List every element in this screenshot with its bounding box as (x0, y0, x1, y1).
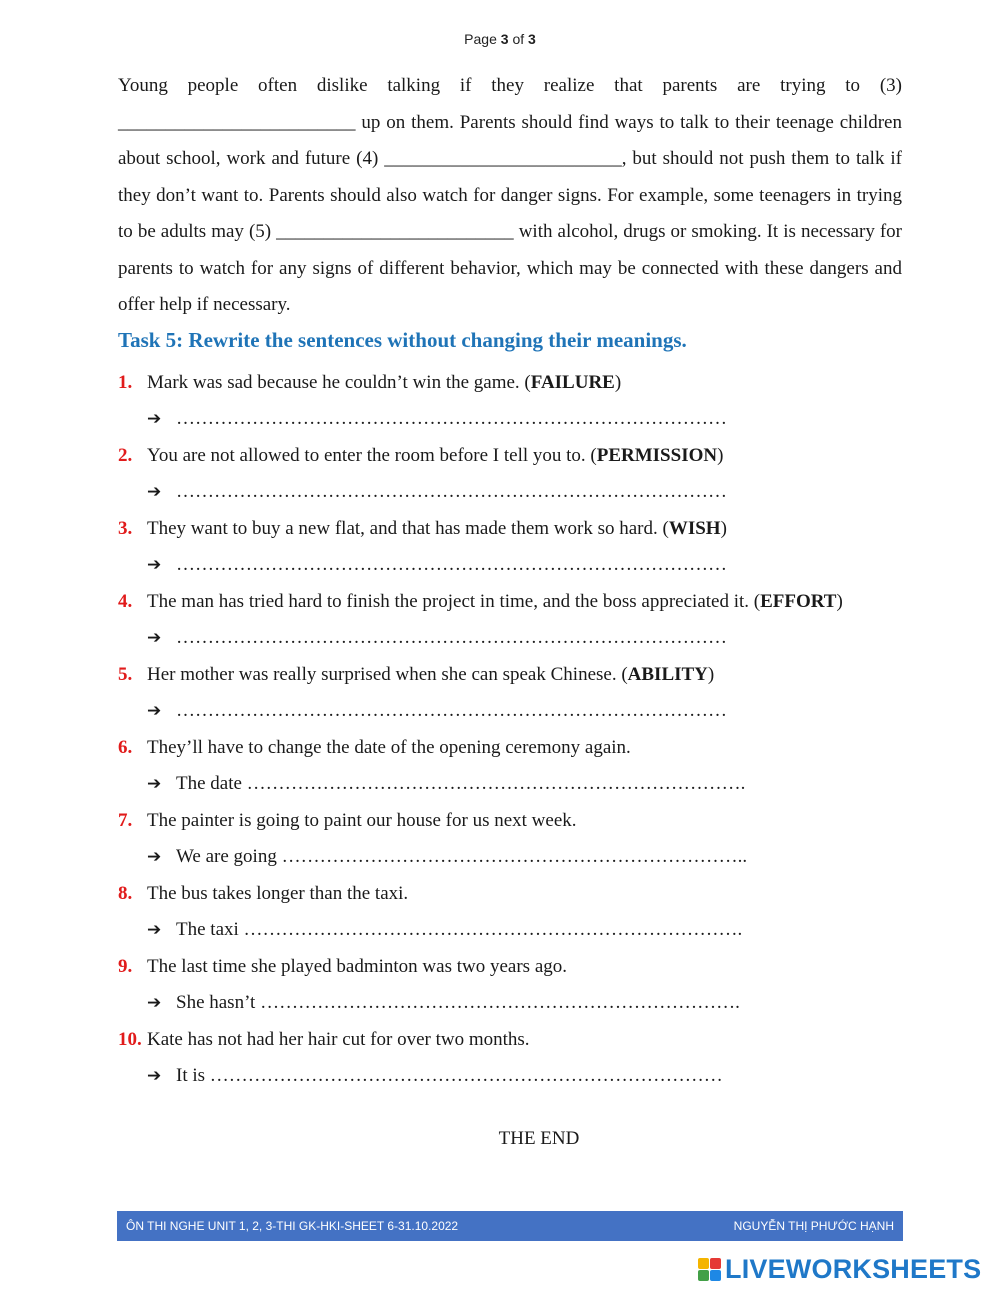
arrow-icon: ➔ (147, 993, 162, 1013)
question (118, 876, 408, 912)
answer-blank[interactable]: The date ……………………………………………………………………. (176, 773, 746, 794)
logo-square (710, 1258, 721, 1269)
question-number: 8. (118, 883, 133, 904)
arrow-icon: ➔ (147, 847, 162, 867)
passage-text: , but should not push them to talk if they don’t want to. Parents should also watch for danger signs. For example, some teenagers in trying to be adults may (5) (118, 148, 902, 242)
question-text: They’ll have to change the date of the opening ceremony again. (147, 737, 631, 758)
question-close: ) (717, 445, 724, 466)
task-item (118, 438, 918, 511)
question-number: 7. (118, 810, 133, 831)
question-text: You are not allowed to enter the room before I tell you to. ( (147, 445, 597, 466)
arrow-icon: ➔ (147, 920, 162, 940)
task-item (118, 584, 918, 657)
question (118, 657, 714, 693)
answer-line[interactable] (147, 766, 745, 802)
page-number: Page 3 of 3 (464, 31, 536, 47)
task-item (118, 657, 918, 730)
question (118, 803, 577, 839)
answer-line[interactable] (147, 620, 727, 656)
question-number: 1. (118, 372, 133, 393)
task-item (118, 365, 918, 438)
question (118, 730, 631, 766)
answer-line[interactable] (147, 401, 727, 437)
keyword: FAILURE (530, 372, 615, 393)
answer-line[interactable] (147, 547, 727, 583)
task-item (118, 730, 918, 803)
task-item (118, 1022, 918, 1095)
liveworksheets-logo[interactable] (698, 1253, 981, 1285)
answer-blank[interactable]: …………………………………………………………………………… (176, 481, 727, 502)
answer-blank[interactable]: …………………………………………………………………………… (176, 627, 727, 648)
task-item (118, 511, 918, 584)
logo-square (698, 1258, 709, 1269)
question (118, 949, 567, 985)
blank-3[interactable]: _________________________ (118, 111, 356, 133)
arrow-icon: ➔ (147, 409, 162, 429)
question-number: 4. (118, 591, 133, 612)
question-close: ) (836, 591, 843, 612)
answer-blank[interactable]: …………………………………………………………………………… (176, 554, 727, 575)
keyword: WISH (668, 518, 721, 539)
arrow-icon: ➔ (147, 1066, 162, 1086)
task-item (118, 949, 918, 1022)
answer-line[interactable] (147, 1058, 723, 1094)
logo-icon (698, 1258, 721, 1281)
task-item (118, 803, 918, 876)
answer-blank[interactable]: She hasn’t …………………………………………………………………. (176, 992, 740, 1013)
answer-blank[interactable]: We are going ……………………………………………………………….. (176, 846, 748, 867)
question-number: 10. (118, 1029, 142, 1050)
reading-passage (118, 68, 902, 324)
question (118, 438, 723, 474)
question (118, 511, 727, 547)
question-number: 9. (118, 956, 133, 977)
answer-blank[interactable]: …………………………………………………………………………… (176, 408, 727, 429)
answer-blank[interactable]: …………………………………………………………………………… (176, 700, 727, 721)
logo-square (710, 1270, 721, 1281)
question-text: The man has tried hard to finish the project in time, and the boss appreciated it. ( (147, 591, 761, 612)
passage-text: up on them. Parents should find ways to talk to their teenage children about school, work and future (4) (118, 111, 902, 169)
question-close: ) (614, 372, 622, 393)
question-text: Kate has not had her hair cut for over two months. (147, 1029, 530, 1050)
blank-5[interactable]: _________________________ (276, 221, 514, 242)
question-text: Mark was sad because he couldn’t win the game. ( (147, 372, 531, 393)
question-number: 6. (118, 737, 133, 758)
question-text: Her mother was really surprised when she can speak Chinese. ( (147, 664, 628, 685)
footer-left-text: ÔN THI NGHE UNIT 1, 2, 3-THI GK-HKI-SHEET 6-31.10.2022 (126, 1219, 459, 1233)
arrow-icon: ➔ (147, 555, 162, 575)
question-close: ) (707, 664, 715, 685)
answer-line[interactable] (147, 912, 742, 948)
answer-line[interactable] (147, 985, 740, 1021)
task-item (118, 876, 918, 949)
question-text: The bus takes longer than the taxi. (147, 883, 409, 904)
keyword: EFFORT (760, 591, 837, 612)
answer-blank[interactable]: The taxi ……………………………………………………………………. (176, 919, 743, 940)
question-text: The last time she played badminton was two years ago. (147, 956, 568, 977)
answer-blank[interactable]: It is ……………………………………………………………………… (176, 1065, 723, 1086)
keyword: PERMISSION (596, 445, 718, 466)
arrow-icon: ➔ (147, 774, 162, 794)
question-number: 3. (118, 518, 133, 539)
question (118, 365, 621, 401)
arrow-icon: ➔ (147, 628, 162, 648)
question (118, 584, 843, 620)
question-number: 2. (118, 445, 133, 466)
answer-line[interactable] (147, 693, 727, 729)
question (118, 1022, 530, 1058)
answer-line[interactable] (147, 839, 747, 875)
keyword: ABILITY (627, 664, 708, 685)
arrow-icon: ➔ (147, 482, 162, 502)
question-number: 5. (118, 664, 133, 685)
passage-text: with alcohol, drugs or smoking. It is necessary for parents to watch for any signs of different behavior, which may be connected with these dangers and offer help if necessary. (118, 221, 903, 315)
question-close: ) (720, 518, 727, 539)
footer-right-text: NGUYỄN THỊ PHƯỚC HẠNH (733, 1219, 894, 1233)
logo-square (698, 1270, 709, 1281)
footer-bar (117, 1211, 903, 1241)
passage-text: Young people often dislike talking if they realize that parents are trying to (3) (118, 75, 902, 96)
the-end-text: THE END (498, 1128, 580, 1149)
question-text: The painter is going to paint our house for us next week. (147, 810, 577, 831)
task-5-title: Task 5: Rewrite the sentences without changing their meanings. (118, 328, 687, 352)
arrow-icon: ➔ (147, 701, 162, 721)
answer-line[interactable] (147, 474, 727, 510)
rewrite-list (118, 365, 918, 1095)
blank-4[interactable]: _________________________ (384, 148, 622, 169)
question-text: They want to buy a new flat, and that has made them work so hard. ( (147, 518, 669, 539)
brand-name: LIVEWORKSHEETS (725, 1253, 982, 1284)
